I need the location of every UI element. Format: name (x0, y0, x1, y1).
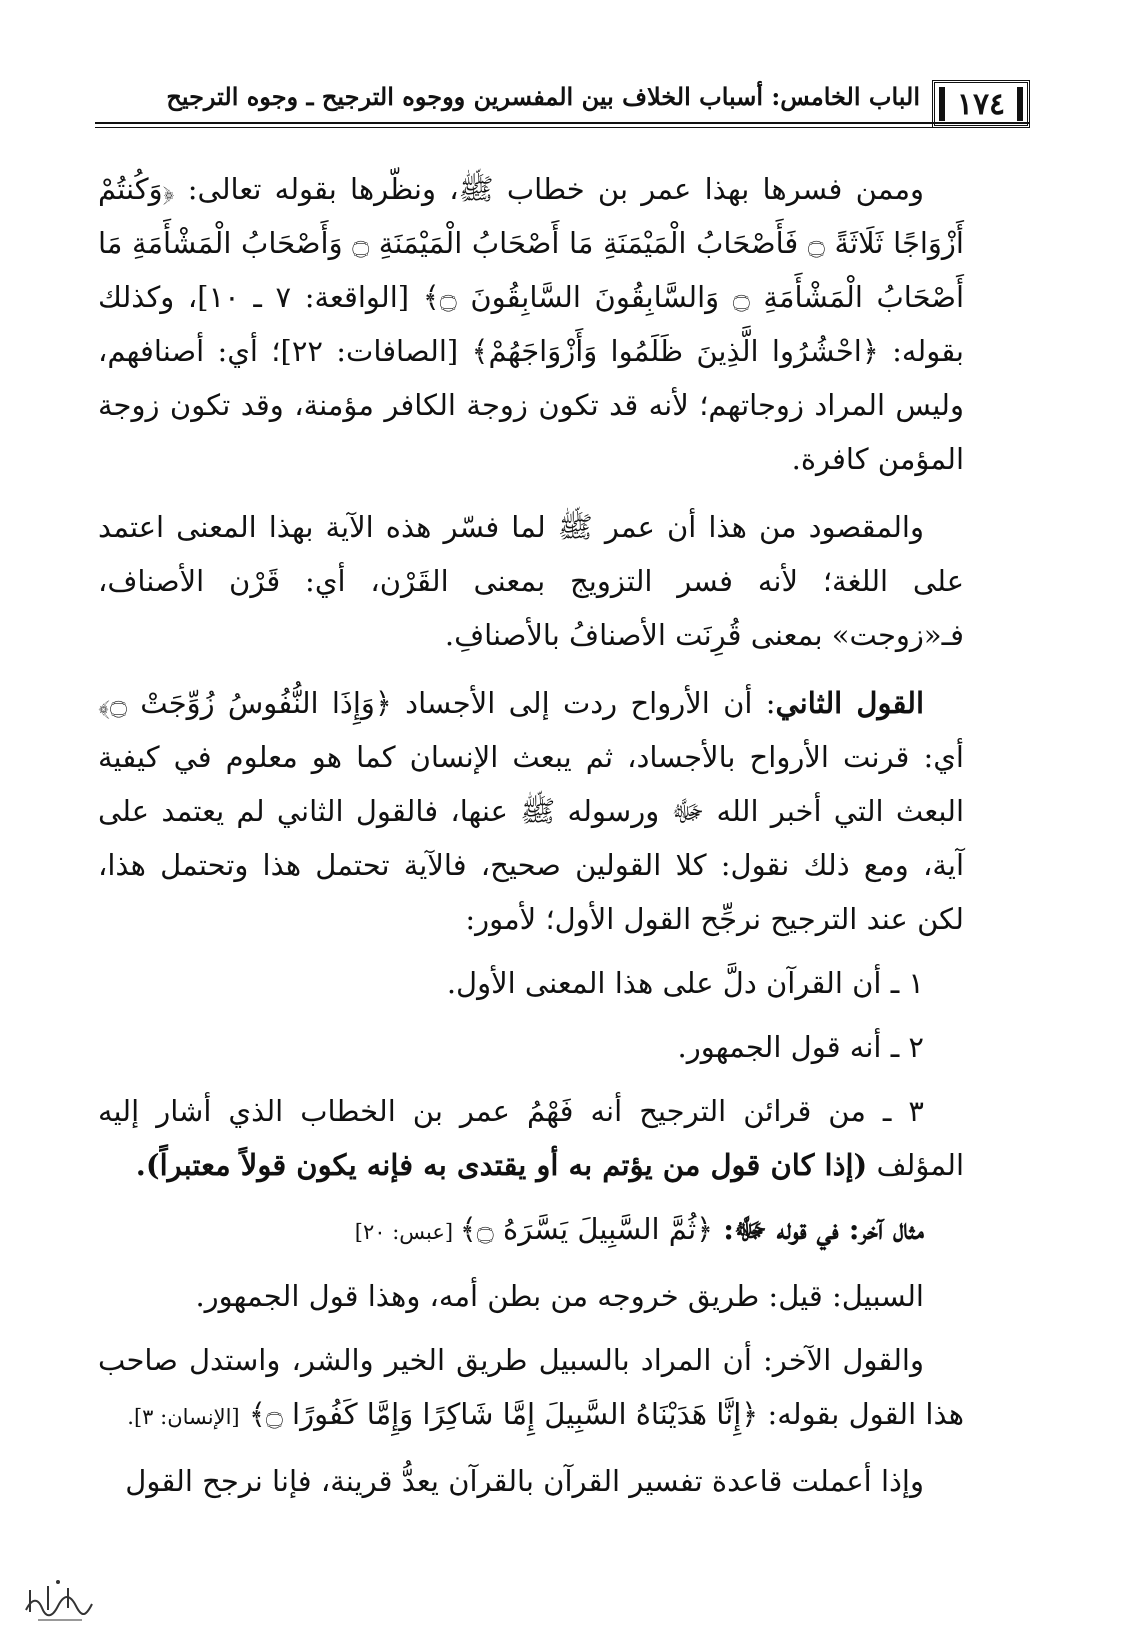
paragraph-4-bold: (إذا كان قول من يؤتم به أو يقتدى به فإنه يكون قولاً معتبراً). (135, 1148, 868, 1182)
paragraph-3 (98, 676, 964, 946)
header-rule-thin (95, 127, 1030, 128)
list-item-1: ١ ـ أن القرآن دلَّ على هذا المعنى الأول. (446, 966, 924, 1000)
page-number-frame (932, 80, 1030, 128)
chapter-title: الباب الخامس: أسباب الخلاف بين المفسرين ووجوه الترجيح ـ وجوه الترجيح (166, 82, 920, 111)
paragraph-5 (98, 1202, 964, 1259)
paragraph-4 (98, 1084, 964, 1192)
publisher-logo-graphic (18, 1568, 98, 1628)
paragraph-5-lead: مثال آخر: في قوله ﷻ: (713, 1212, 924, 1246)
paragraph-7-ref: [الإنسان: ٣]. (127, 1405, 240, 1429)
paragraph-5-quran: ﴿ثُمَّ السَّبِيلَ يَسَّرَهُ ۝﴾ (459, 1212, 714, 1246)
header-rule (95, 122, 1030, 124)
publisher-logo-icon (18, 1568, 98, 1628)
paragraph-1: وممن فسرها بهذا عمر بن خطاب ﷺ، ونظّرها بقوله تعالى: ﴿وَكُنتُمْ أَزْوَاجًا ثَلَاثَةً ۝ فَأَصْحَابُ الْمَيْمَنَةِ مَا أَصْحَابُ الْمَيْمَنَةِ ۝ وَأَصْحَابُ الْمَشْأَمَةِ مَا أَصْحَابُ الْمَشْأَمَةِ ۝ وَالسَّابِقُونَ السَّابِقُونَ ۝﴾ [الواقعة: ٧ ـ ١٠]، وكذلك بقوله: ﴿احْشُرُوا الَّذِينَ ظَلَمُوا وَأَزْوَاجَهُمْ﴾ [الصافات: ٢٢]؛ أي: أصنافهم، وليس المراد زوجاتهم؛ لأنه قد تكون زوجة الكافر مؤمنة، وقد تكون زوجة المؤمن كافرة. (98, 172, 965, 476)
paragraph-8: وإذا أعملت قاعدة تفسير القرآن بالقرآن يعدُّ قرينة، فإنا نرجح القول (125, 1464, 924, 1498)
page-header (95, 78, 1030, 130)
paragraph-4-text: ٣ ـ من قرائن الترجيح أنه فَهْمُ عمر بن الخطاب الذي أشار إليه المؤلف (98, 1094, 964, 1182)
page-number: ١٧٤ (956, 86, 1006, 122)
paragraph-6: السبيل: قيل: طريق خروجه من بطن أمه، وهذا قول الجمهور. (195, 1279, 924, 1313)
list-item-2: ٢ ـ أنه قول الجمهور. (677, 1030, 924, 1064)
paragraph-3-text: : أن الأرواح ردت إلى الأجساد ﴿وَإِذَا النُّفُوسُ زُوِّجَتْ ۝﴾ أي: قرنت الأرواح بالأجساد، ثم يبعث الإنسان كما هو معلوم في كيفية البعث التي أخبر الله ﷻ ورسوله ﷺ عنها، فالقول الثاني لم يعتمد على آية، ومع ذلك نقول: كلا القولين صحيح، فالآية تحتمل هذا وتحتمل هذا، لكن عند الترجيح نرجِّح القول الأول؛ لأمور: (98, 686, 964, 936)
page-body (98, 162, 964, 1518)
paragraph-7-text: والقول الآخر: أن المراد بالسبيل طريق الخير والشر، واستدل صاحب هذا القول بقوله: ﴿إِنَّا هَدَيْنَاهُ السَّبِيلَ إِمَّا شَاكِرًا وَإِمَّا كَفُورًا ۝﴾ (98, 1343, 964, 1431)
paragraph-7 (98, 1333, 964, 1444)
paragraph-2: والمقصود من هذا أن عمر ﷺ لما فسّر هذه الآية بهذا المعنى اعتمد على اللغة؛ لأنه فسر التزويج بمعنى القَرْن، أي: قَرْن الأصناف، فـ«زوجت» بمعنى قُرِنَت الأصنافُ بالأصنافِ. (98, 510, 964, 652)
paragraph-5-ref: [عبس: ٢٠] (354, 1220, 460, 1244)
paragraph-3-lead: القول الثاني (775, 686, 925, 720)
